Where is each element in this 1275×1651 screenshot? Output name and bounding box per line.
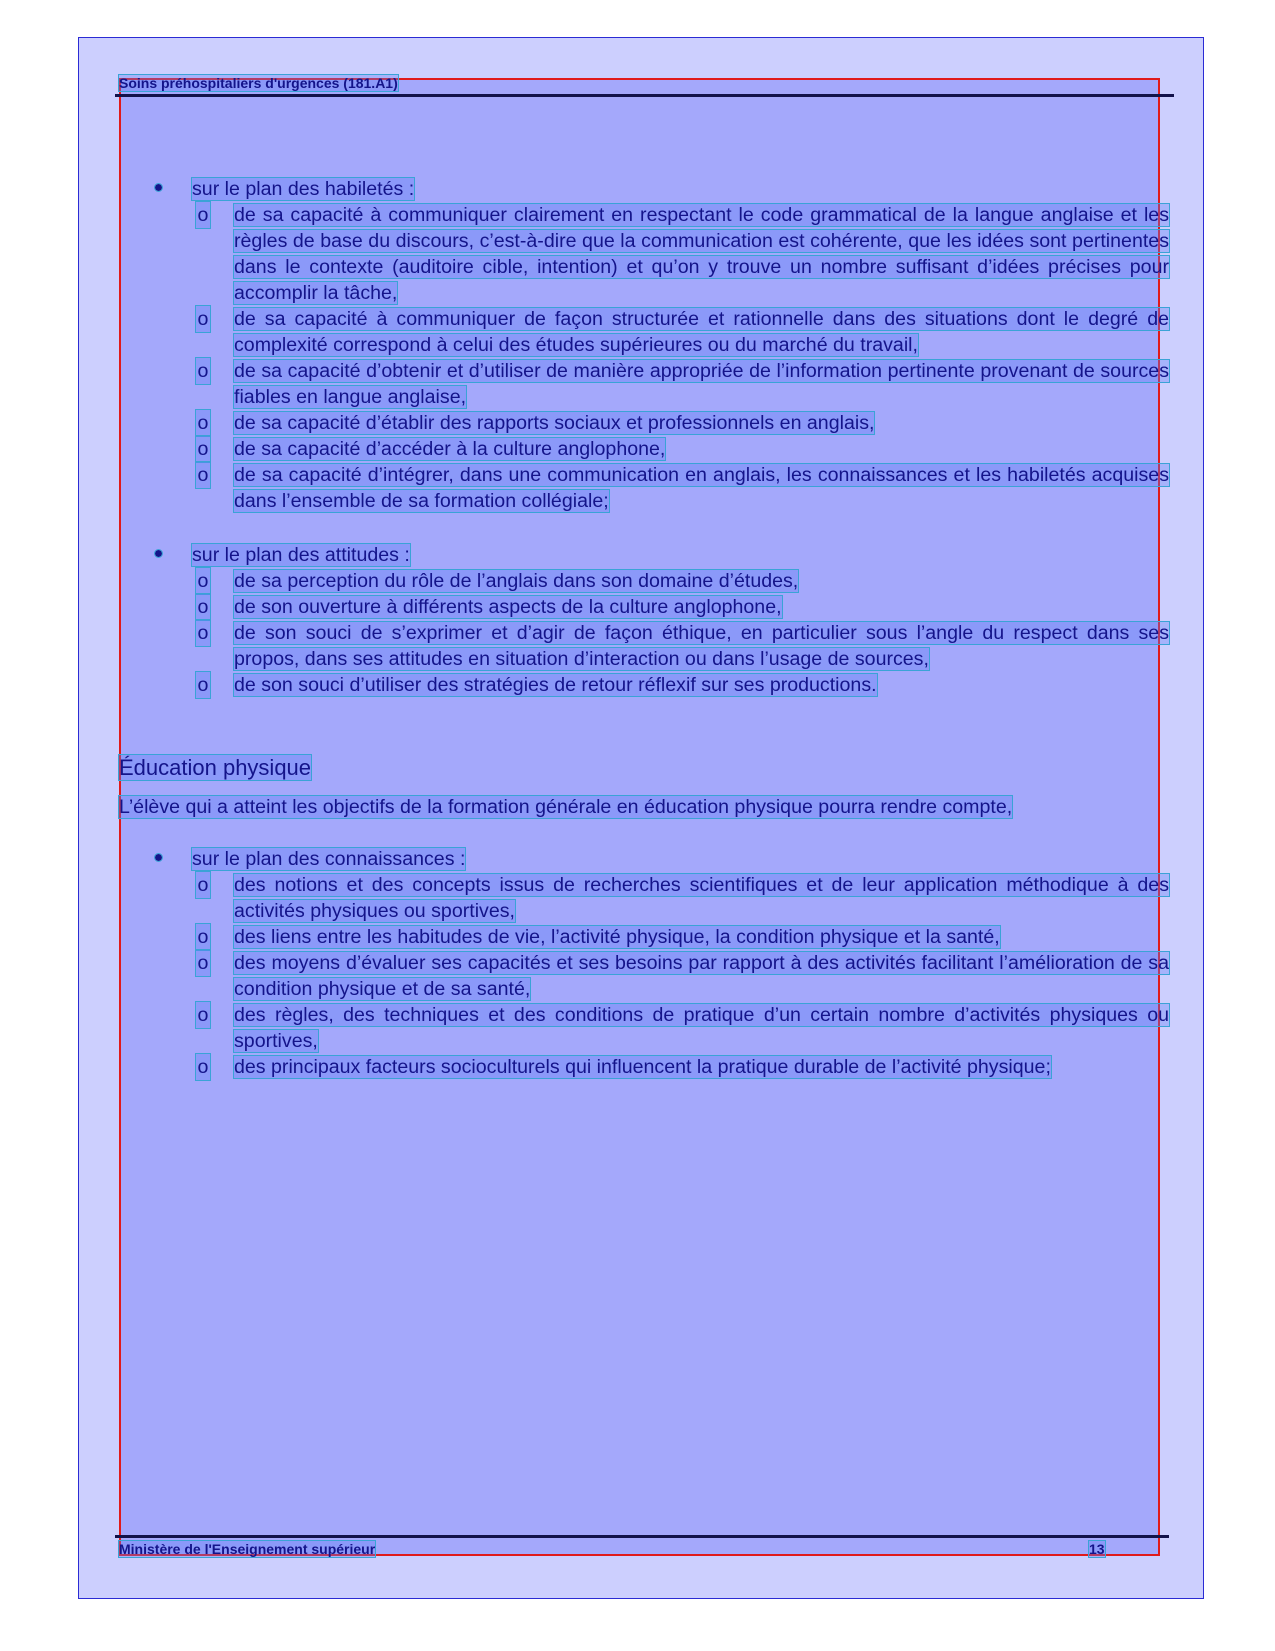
- circle-bullet-icon: o: [197, 622, 209, 644]
- knowledge-title: sur le plan des connaissances :: [192, 848, 466, 870]
- list-item: o de sa capacité à communiquer clairement en respectant le code grammatical de la langue anglaise et les règles de base du discours, c’est-à-dire que la communication est cohérente, que les idées sont pertinentes dans le contexte (auditoire cible, intention) et qu’on y trouve un nombre suffisant d’idées précises pour accomplir la tâche,: [197, 204, 1169, 304]
- circle-bullet-icon: o: [197, 1056, 209, 1078]
- circle-bullet-icon: o: [197, 204, 209, 226]
- footer-divider: [115, 1535, 1169, 1538]
- circle-bullet-icon: o: [197, 926, 209, 948]
- circle-bullet-icon: o: [197, 464, 209, 486]
- attitudes-title: sur le plan des attitudes :: [192, 544, 410, 566]
- circle-bullet-icon: o: [197, 596, 209, 618]
- circle-bullet-icon: o: [197, 360, 209, 382]
- knowledge-bullet: [119, 846, 1169, 872]
- list-item: o de sa capacité d’établir des rapports sociaux et professionnels en anglais,: [197, 412, 875, 434]
- list-item: o de sa capacité à communiquer de façon structurée et rationnelle dans des situations dont le degré de complexité correspond à celui des études supérieures ou du marché du travail,: [197, 308, 1169, 356]
- skills-list: [119, 202, 1169, 514]
- list-item: o des règles, des techniques et des conditions de pratique d’un certain nombre d’activités physiques ou sportives,: [197, 1004, 1169, 1052]
- list-item: o des principaux facteurs socioculturels qui influencent la pratique durable de l’activité physique;: [197, 1056, 1051, 1078]
- section-intro: L’élève qui a atteint les objectifs de la formation générale en éducation physique pourra rendre compte,: [119, 796, 1013, 818]
- list-item: o de sa capacité d’accéder à la culture anglophone,: [197, 438, 666, 460]
- knowledge-list: [119, 872, 1169, 1080]
- document-body: [119, 176, 1169, 1080]
- circle-bullet-icon: o: [197, 874, 209, 896]
- footer-ministry: Ministère de l'Enseignement supérieur: [119, 1541, 376, 1557]
- circle-bullet-icon: o: [197, 1004, 209, 1026]
- list-item: o des moyens d’évaluer ses capacités et ses besoins par rapport à des activités facilitant l’amélioration de sa condition physique et de sa santé,: [197, 952, 1169, 1000]
- circle-bullet-icon: o: [197, 308, 209, 330]
- circle-bullet-icon: o: [197, 412, 209, 434]
- page-number: 13: [1089, 1541, 1105, 1557]
- circle-bullet-icon: o: [197, 570, 209, 592]
- list-item: o des notions et des concepts issus de recherches scientifiques et de leur application méthodique à des activités physiques ou sportives,: [197, 874, 1169, 922]
- list-item: o de sa capacité d’obtenir et d’utiliser de manière appropriée de l’information pertinente provenant de sources fiables en langue anglaise,: [197, 360, 1169, 408]
- bullet-icon: [155, 854, 162, 861]
- circle-bullet-icon: o: [197, 438, 209, 460]
- list-item: o de sa capacité d’intégrer, dans une communication en anglais, les connaissances et les habiletés acquises dans l’ensemble de sa formation collégiale;: [197, 464, 1169, 512]
- circle-bullet-icon: o: [197, 674, 209, 696]
- list-item: o de son souci de s’exprimer et d’agir de façon éthique, en particulier sous l’angle du respect dans ses propos, dans ses attitudes en situation d’interaction ou dans l’usage de sources,: [197, 622, 1169, 670]
- header-divider: [115, 94, 1174, 97]
- skills-bullet: [119, 176, 1169, 202]
- attitudes-list: [119, 568, 1169, 698]
- running-header: Soins préhospitaliers d'urgences (181.A1): [119, 75, 398, 91]
- skills-title: sur le plan des habiletés :: [192, 178, 415, 200]
- list-item: o de son souci d’utiliser des stratégies de retour réflexif sur ses productions.: [197, 674, 877, 696]
- section-heading: Éducation physique: [119, 755, 312, 780]
- attitudes-bullet: [119, 542, 1169, 568]
- list-item: o de son ouverture à différents aspects de la culture anglophone,: [197, 596, 782, 618]
- list-item: o de sa perception du rôle de l’anglais dans son domaine d’études,: [197, 570, 799, 592]
- list-item: o des liens entre les habitudes de vie, l’activité physique, la condition physique et la santé,: [197, 926, 1000, 948]
- bullet-icon: [155, 550, 162, 557]
- bullet-icon: [155, 184, 162, 191]
- circle-bullet-icon: o: [197, 952, 209, 974]
